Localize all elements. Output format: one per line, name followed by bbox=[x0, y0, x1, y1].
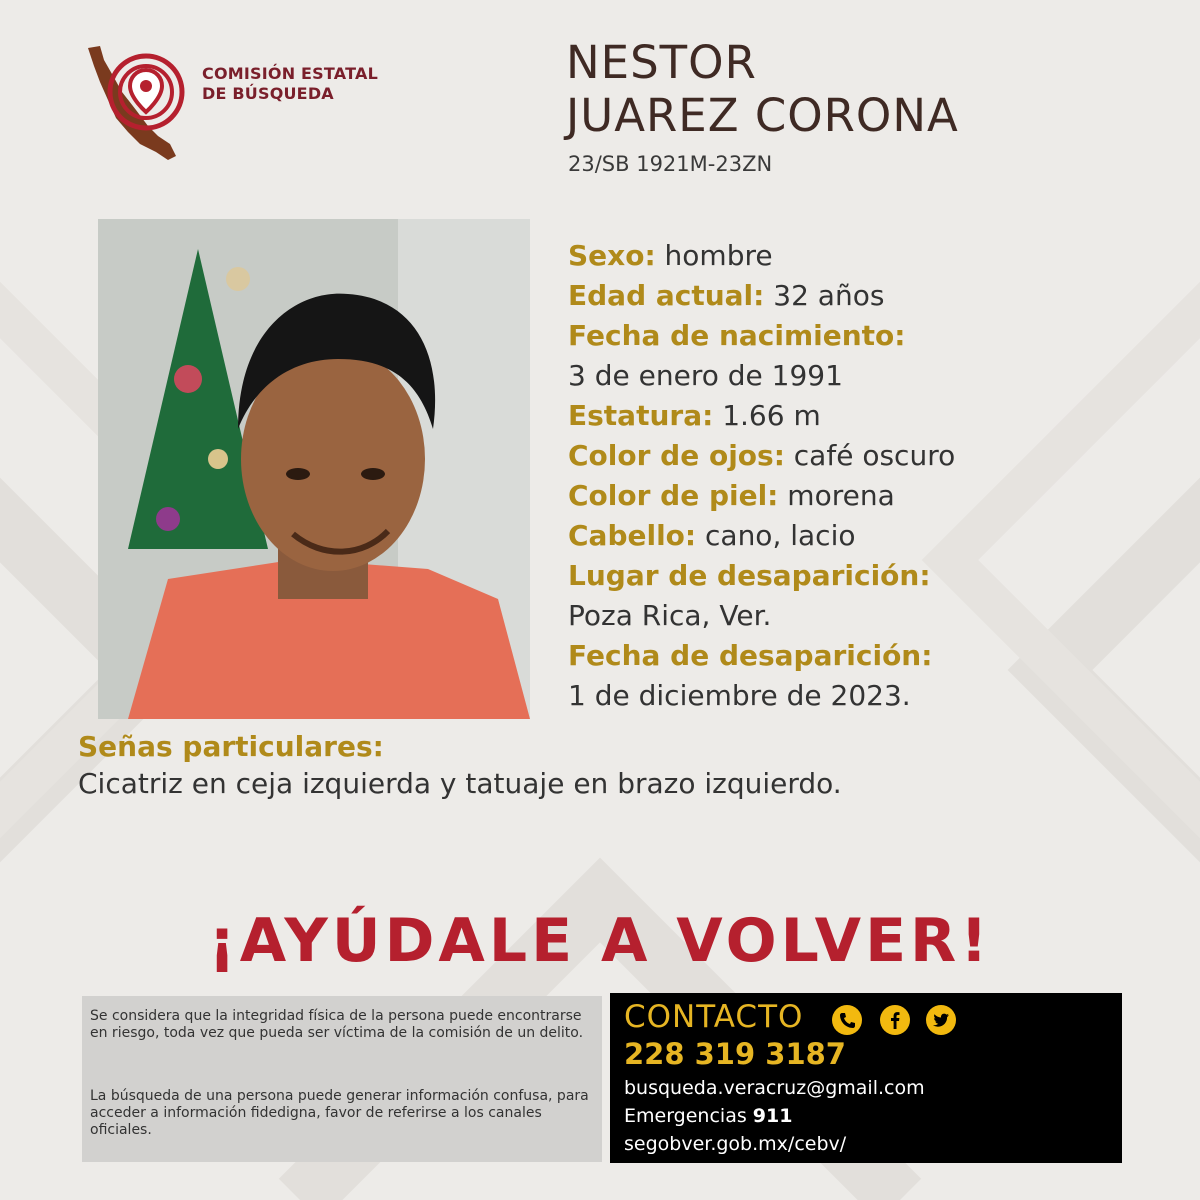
detail-value: hombre bbox=[655, 239, 773, 272]
detail-label: Estatura: bbox=[568, 399, 714, 432]
detail-value: 1 de diciembre de 2023. bbox=[568, 679, 911, 712]
detail-row bbox=[568, 436, 1168, 476]
detail-value: cano, lacio bbox=[696, 519, 856, 552]
detail-label: Edad actual: bbox=[568, 279, 765, 312]
detail-row bbox=[568, 276, 1168, 316]
detail-row bbox=[568, 476, 1168, 516]
emergency-label: Emergencias bbox=[624, 1105, 753, 1127]
contact-box bbox=[610, 993, 1122, 1163]
detail-label: Lugar de desaparición: bbox=[568, 559, 931, 592]
detail-value: Poza Rica, Ver. bbox=[568, 599, 772, 632]
distinctive-marks-label: Señas particulares: bbox=[78, 730, 384, 763]
veracruz-map-icon bbox=[78, 40, 198, 170]
last-names: JUAREZ CORONA bbox=[566, 89, 959, 142]
first-name: NESTOR bbox=[566, 36, 757, 89]
detail-value: 3 de enero de 1991 bbox=[568, 359, 843, 392]
detail-label: Color de ojos: bbox=[568, 439, 785, 472]
detail-label: Fecha de desaparición: bbox=[568, 639, 933, 672]
contact-phone[interactable]: 228 319 3187 bbox=[624, 1037, 846, 1071]
detail-label: Cabello: bbox=[568, 519, 697, 552]
detail-row bbox=[568, 636, 1168, 676]
detail-row bbox=[568, 316, 1168, 356]
photo-illustration bbox=[98, 219, 530, 719]
detail-row bbox=[568, 596, 1168, 636]
contact-title: CONTACTO bbox=[624, 999, 804, 1035]
detail-row bbox=[568, 236, 1168, 276]
detail-value: morena bbox=[778, 479, 895, 512]
disclaimer-paragraph-1: Se considera que la integridad física de la persona puede encontrarse en riesgo, toda vez que pueda ser víctima de la comisión de un delito. bbox=[90, 1008, 584, 1041]
phone-icon[interactable] bbox=[832, 1005, 862, 1035]
case-id: 23/SB 1921M-23ZN bbox=[568, 152, 773, 176]
detail-row bbox=[568, 556, 1168, 596]
detail-row bbox=[568, 676, 1168, 716]
distinctive-marks-value: Cicatriz en ceja izquierda y tatuaje en brazo izquierdo. bbox=[78, 767, 842, 800]
detail-label: Sexo: bbox=[568, 239, 656, 272]
detail-row bbox=[568, 356, 1168, 396]
contact-email[interactable]: busqueda.veracruz@gmail.com bbox=[624, 1077, 925, 1099]
disclaimer-paragraph-2: La búsqueda de una persona puede generar información confusa, para acceder a información fidedigna, favor de referirse a los canales oficiales. bbox=[90, 1088, 589, 1138]
logo-line-1: COMISIÓN ESTATAL bbox=[202, 64, 378, 83]
detail-value: 32 años bbox=[764, 279, 885, 312]
detail-label: Fecha de nacimiento: bbox=[568, 319, 906, 352]
detail-value: café oscuro bbox=[784, 439, 956, 472]
slogan: ¡AYÚDALE A VOLVER! bbox=[208, 906, 992, 976]
person-photo bbox=[98, 219, 530, 719]
detail-row bbox=[568, 396, 1168, 436]
detail-label: Color de piel: bbox=[568, 479, 779, 512]
logo-line-2: DE BÚSQUEDA bbox=[202, 84, 334, 103]
emergency-line bbox=[624, 1105, 792, 1127]
distinctive-marks bbox=[78, 730, 1138, 804]
person-details bbox=[568, 236, 1168, 716]
emergency-number[interactable]: 911 bbox=[752, 1105, 793, 1127]
disclaimer-box bbox=[82, 996, 602, 1162]
person-name bbox=[566, 36, 959, 142]
detail-value: 1.66 m bbox=[713, 399, 821, 432]
logo bbox=[78, 40, 418, 170]
facebook-icon[interactable] bbox=[880, 1005, 910, 1035]
contact-website[interactable]: segobver.gob.mx/cebv/ bbox=[624, 1133, 847, 1155]
detail-row bbox=[568, 516, 1168, 556]
twitter-icon[interactable] bbox=[926, 1005, 956, 1035]
